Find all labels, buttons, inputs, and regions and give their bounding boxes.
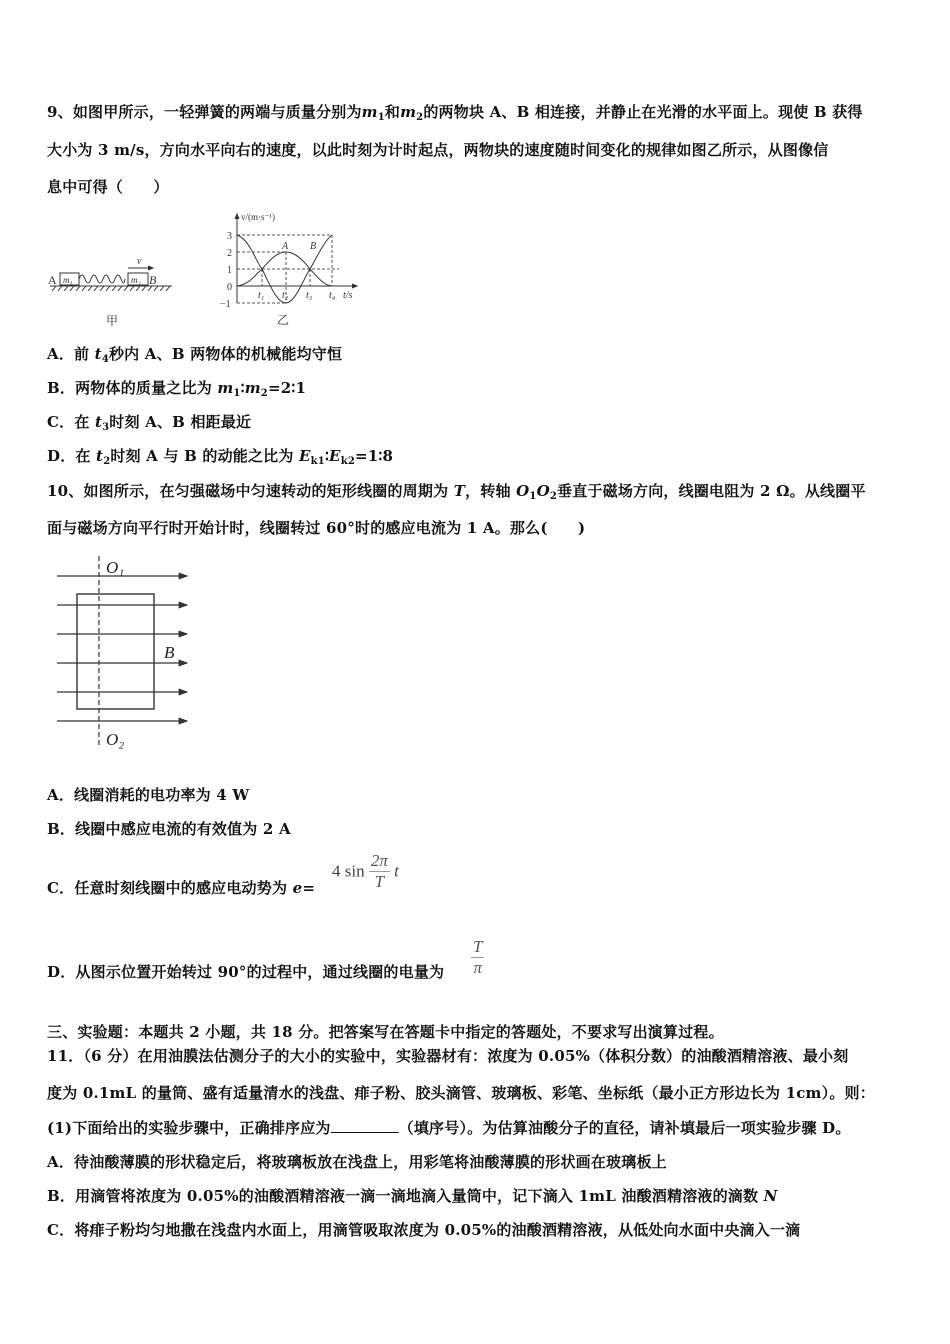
q10-figure-coil: [55, 553, 190, 753]
sub: 4: [101, 354, 109, 365]
fraction-denominator: T: [374, 872, 385, 891]
q9-text: 和: [384, 103, 401, 121]
q10-option-a[interactable]: [47, 785, 249, 805]
x-tick: t₁: [258, 290, 265, 301]
q11-step-c: [47, 1220, 800, 1240]
charge-formula: [471, 937, 484, 978]
var: t: [94, 345, 102, 363]
q9-stem-line-1: [47, 102, 863, 128]
sub: 1: [529, 491, 537, 502]
option-text: 线圈消耗的电功率为 4 W: [74, 786, 250, 804]
fraction: [471, 937, 484, 978]
y-tick: 3: [227, 231, 232, 242]
q10-stem-line-1: [47, 481, 866, 507]
option-text: 前: [74, 345, 95, 363]
option-letter: B．: [47, 379, 76, 397]
mass-1-label: m₁: [63, 275, 73, 285]
axis-label-o1: O₁: [106, 558, 125, 577]
sub: k2: [340, 456, 355, 467]
sub: 3: [102, 422, 110, 433]
y-axis-label: v/(m·s⁻¹): [241, 212, 275, 222]
step-text: 用滴管将浓度为 0.05%的油酸酒精溶液一滴一滴地滴入量筒中，记下滴入 1mL 油酸酒精溶液的滴数: [75, 1187, 764, 1205]
step-text: 将痱子粉均匀地撒在浅盘内水面上，用滴管吸取浓度为 0.05%的油酸酒精溶液，从低处向水面中央滴入一滴: [74, 1221, 801, 1239]
option-text: =1∶8: [354, 447, 394, 465]
q9-stem-line-2: 大小为 3 m/s，方向水平向右的速度，以此时刻为计时起点，两物块的速度随时间变化的规律如图乙所示，从图像信: [47, 141, 829, 159]
q10-text: ，转轴: [465, 482, 517, 500]
var: E: [299, 447, 311, 465]
q11-stem-line-1: 11．（6 分）在用油膜法估测分子的大小的实验中，实验器材有：浓度为 0.05%（体积分数）的油酸酒精溶液、最小刻: [47, 1047, 849, 1065]
q9-figure-jia: [44, 250, 179, 335]
var-e: e: [292, 879, 303, 897]
m1-sub: 1: [377, 112, 385, 123]
sub: 2: [103, 456, 111, 467]
q10-option-d[interactable]: [47, 962, 444, 982]
ratio-sep: ∶: [240, 379, 245, 397]
q9-figure-yi: [215, 210, 370, 330]
q11-part-1: [47, 1118, 851, 1138]
fraction-numerator: 2π: [370, 851, 388, 870]
option-letter: A．: [47, 345, 75, 363]
q9-text: 9、如图甲所示，一轻弹簧的两端与质量分别为: [47, 103, 362, 121]
option-letter: C．: [47, 879, 75, 897]
q9-option-a[interactable]: [47, 344, 342, 370]
var: m: [217, 379, 234, 397]
spring: [79, 275, 125, 283]
m1-var: m: [361, 103, 378, 121]
var-n: N: [763, 1187, 778, 1205]
x-tick: t₃: [306, 290, 313, 301]
label-b: B: [149, 273, 157, 287]
step-letter: C．: [47, 1221, 75, 1239]
emf-formula: [332, 851, 399, 892]
fraction: [369, 851, 390, 892]
step-letter: A．: [47, 1153, 75, 1171]
step-letter: B．: [47, 1187, 76, 1205]
equals: =: [302, 879, 316, 897]
q10-option-c[interactable]: [47, 878, 315, 898]
q10-stem-line-2: 面与磁场方向平行时开始计时，线圈转过 60°时的感应电流为 1 A。那么( ): [47, 519, 586, 537]
q9-option-c[interactable]: [47, 412, 251, 438]
m2-var: m: [400, 103, 417, 121]
sub: 1: [233, 388, 241, 399]
axis-label-o2: O₂: [106, 730, 125, 749]
option-text: 时刻 A 与 B 的动能之比为: [110, 447, 299, 465]
x-tick: t₂: [282, 290, 289, 301]
x-axis-label: t/s: [343, 290, 353, 301]
label-a: A: [48, 273, 57, 287]
q11-text: （填序号）。为估算油酸分子的直径，请补填最后一项实验步骤 D。: [398, 1119, 851, 1137]
q11-step-a: [47, 1152, 667, 1172]
option-text: 任意时刻线圈中的感应电动势为: [74, 879, 293, 897]
m2-sub: 2: [416, 112, 424, 123]
fraction-numerator: T: [473, 937, 483, 956]
var: t: [94, 413, 103, 431]
fraction-denominator: π: [473, 958, 482, 977]
option-letter: D．: [47, 963, 76, 981]
sub: 2: [549, 491, 558, 502]
var-o2: O: [536, 482, 550, 500]
q10-text: 10、如图所示，在匀强磁场中匀速转动的矩形线圈的周期为: [47, 482, 454, 500]
step-text: 待油酸薄膜的形状稳定后，将玻璃板放在浅盘上，用彩笔将油酸薄膜的形状画在玻璃板上: [74, 1153, 667, 1171]
formula-var-t: t: [394, 861, 399, 881]
y-tick: −1: [220, 299, 231, 310]
field-label-b: B: [164, 643, 175, 662]
sub: k1: [310, 456, 325, 467]
y-tick: 2: [227, 248, 232, 259]
q9-option-b[interactable]: [47, 378, 306, 404]
option-letter: C．: [47, 413, 75, 431]
var: t: [96, 447, 104, 465]
q11-stem-line-2: 度为 0.1mL 的量筒、盛有适量清水的浅盘、痱子粉、胶头滴管、玻璃板、彩笔、坐标纸（最小正方形边长为 1cm）。则：: [47, 1084, 875, 1102]
mass-2-label: m₂: [131, 275, 141, 285]
q10-option-b[interactable]: [47, 819, 291, 839]
q11-step-b: [47, 1186, 778, 1206]
velocity-label: v: [137, 256, 142, 267]
option-text: 时刻 A、B 相距最近: [109, 413, 252, 431]
option-text: 秒内 A、B 两物体的机械能均守恒: [108, 345, 343, 363]
option-text: 两物体的质量之比为: [75, 379, 218, 397]
figure-caption-yi: 乙: [277, 313, 290, 327]
y-tick: 1: [227, 265, 232, 276]
ratio-sep: ∶: [324, 447, 330, 465]
q9-option-d[interactable]: [47, 446, 393, 472]
option-letter: D．: [47, 447, 76, 465]
q11-text: (1)下面给出的实验步骤中，正确排序应为: [47, 1119, 331, 1137]
section-3-heading: 三、实验题：本题共 2 小题，共 18 分。把答案写在答题卡中指定的答题处，不要求写出演算过程。: [47, 1023, 724, 1041]
var: m: [244, 379, 261, 397]
var-o1: O: [516, 482, 530, 500]
option-text: 在: [75, 447, 97, 465]
q9-stem-line-3: 息中可得（ ）: [47, 178, 169, 196]
curve-b-label: B: [310, 241, 317, 252]
q10-text: 垂直于磁场方向，线圈电阻为 2 Ω。从线圈平: [557, 482, 866, 500]
sub: 2: [260, 388, 268, 399]
curve-a-label: A: [282, 241, 289, 252]
option-text: =2∶1: [267, 379, 307, 397]
figure-caption-jia: 甲: [106, 314, 119, 328]
option-text: 在: [74, 413, 95, 431]
formula-coef: 4 sin: [332, 861, 365, 881]
option-letter: B．: [47, 820, 76, 838]
option-letter: A．: [47, 786, 75, 804]
q9-text: 的两物块 A、B 相连接，并静止在光滑的水平面上。现使 B 获得: [423, 103, 863, 121]
x-tick: t₄: [329, 290, 336, 301]
var: E: [329, 447, 341, 465]
answer-blank[interactable]: [331, 1118, 399, 1133]
y-tick: 0: [227, 282, 232, 293]
var-t: T: [453, 482, 466, 500]
option-text: 从图示位置开始转过 90°的过程中，通过线圈的电量为: [75, 963, 445, 981]
option-text: 线圈中感应电流的有效值为 2 A: [75, 820, 291, 838]
